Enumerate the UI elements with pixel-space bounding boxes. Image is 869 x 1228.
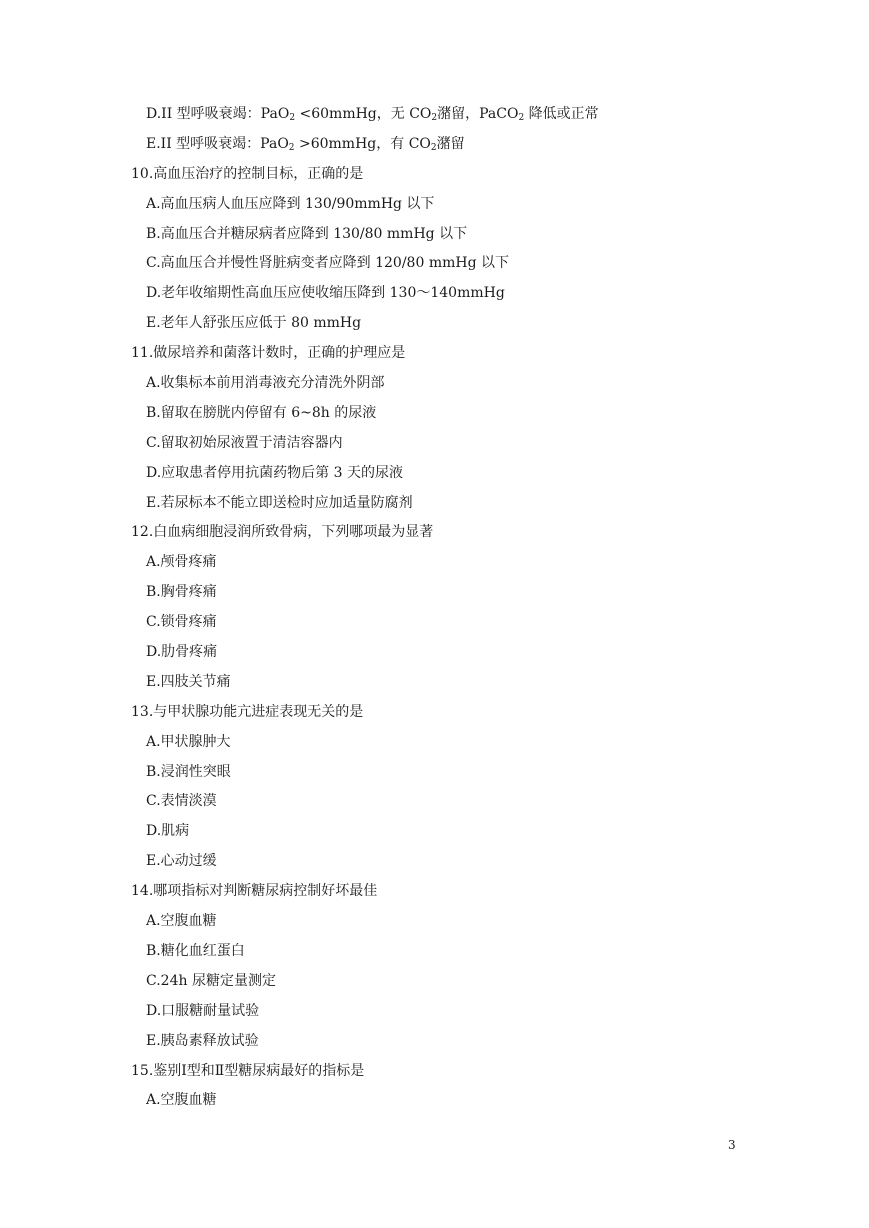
question-option: D.老年收缩期性高血压应使收缩压降到 130～140mmHg (146, 285, 505, 302)
question-option: A.空腹血糖 (146, 1092, 217, 1109)
option-text: <60mmHg，无 CO (295, 106, 432, 122)
question-option: B.胸骨疼痛 (146, 584, 217, 601)
question-option: B.留取在膀胱内停留有 6~8h 的尿液 (146, 404, 377, 421)
option-text: 降低或正常 (524, 106, 599, 122)
question-list (131, 100, 771, 1116)
question-option: C.表情淡漠 (146, 793, 217, 810)
subscript: 2 (431, 113, 438, 123)
question-option: E.若尿标本不能立即送检时应加适量防腐剂 (146, 494, 413, 511)
question-option: C.24h 尿糖定量测定 (146, 972, 276, 989)
question-stem: 13.与甲状腺功能亢进症表现无关的是 (131, 703, 364, 720)
option-9-d (131, 100, 771, 130)
question-option: B.浸润性突眼 (146, 763, 231, 780)
option-text: E.II 型呼吸衰竭：PaO (146, 135, 289, 152)
option-text: >60mmHg，有 CO (294, 135, 431, 152)
question-option: D.肌病 (146, 823, 190, 840)
question-stem: 15.鉴别Ⅰ型和Ⅱ型糖尿病最好的指标是 (131, 1062, 365, 1079)
question-option: D.应取患者停用抗菌药物后第 3 天的尿液 (146, 464, 403, 481)
question-option: A.颅骨疼痛 (146, 554, 217, 571)
question-option: C.留取初始尿液置于清洁容器内 (146, 434, 343, 451)
option-9-e (131, 130, 771, 160)
subscript: 2 (518, 113, 525, 123)
question-option: E.四肢关节痛 (146, 673, 231, 690)
question-option: E.胰岛素释放试验 (146, 1032, 259, 1049)
page-number: 3 (728, 1138, 736, 1152)
question-option: D.肋骨疼痛 (146, 644, 218, 661)
question-stem: 10.高血压治疗的控制目标，正确的是 (131, 165, 364, 182)
question-option: A.高血压病人血压应降到 130/90mmHg 以下 (146, 195, 435, 212)
subscript: 2 (288, 142, 295, 153)
question-option: B.糖化血红蛋白 (146, 942, 245, 959)
question-option: D.口服糖耐量试验 (146, 1002, 260, 1019)
option-text: 潴留 (436, 135, 465, 152)
question-option: A.收集标本前用消毒液充分清洗外阴部 (146, 375, 385, 392)
option-text: 潴留，PaCO (437, 106, 519, 122)
question-option: A.甲状腺肿大 (146, 733, 231, 750)
subscript: 2 (289, 113, 296, 123)
question-option: E.老年人舒张压应低于 80 mmHg (146, 315, 362, 332)
question-option: E.心动过缓 (146, 853, 217, 870)
question-stem: 12.白血病细胞浸润所致骨病，下列哪项最为显著 (131, 524, 434, 541)
question-option: C.锁骨疼痛 (146, 614, 217, 631)
subscript: 2 (430, 142, 437, 153)
question-option: C.高血压合并慢性肾脏病变者应降到 120/80 mmHg 以下 (146, 255, 509, 272)
question-stem: 14.哪项指标对判断糖尿病控制好坏最佳 (131, 883, 378, 900)
option-text: D.II 型呼吸衰竭：PaO (146, 106, 290, 122)
question-option: A.空腹血糖 (146, 913, 217, 930)
question-option: B.高血压合并糖尿病者应降到 130/80 mmHg 以下 (146, 225, 468, 242)
question-stem: 11.做尿培养和菌落计数时，正确的护理应是 (131, 345, 406, 362)
